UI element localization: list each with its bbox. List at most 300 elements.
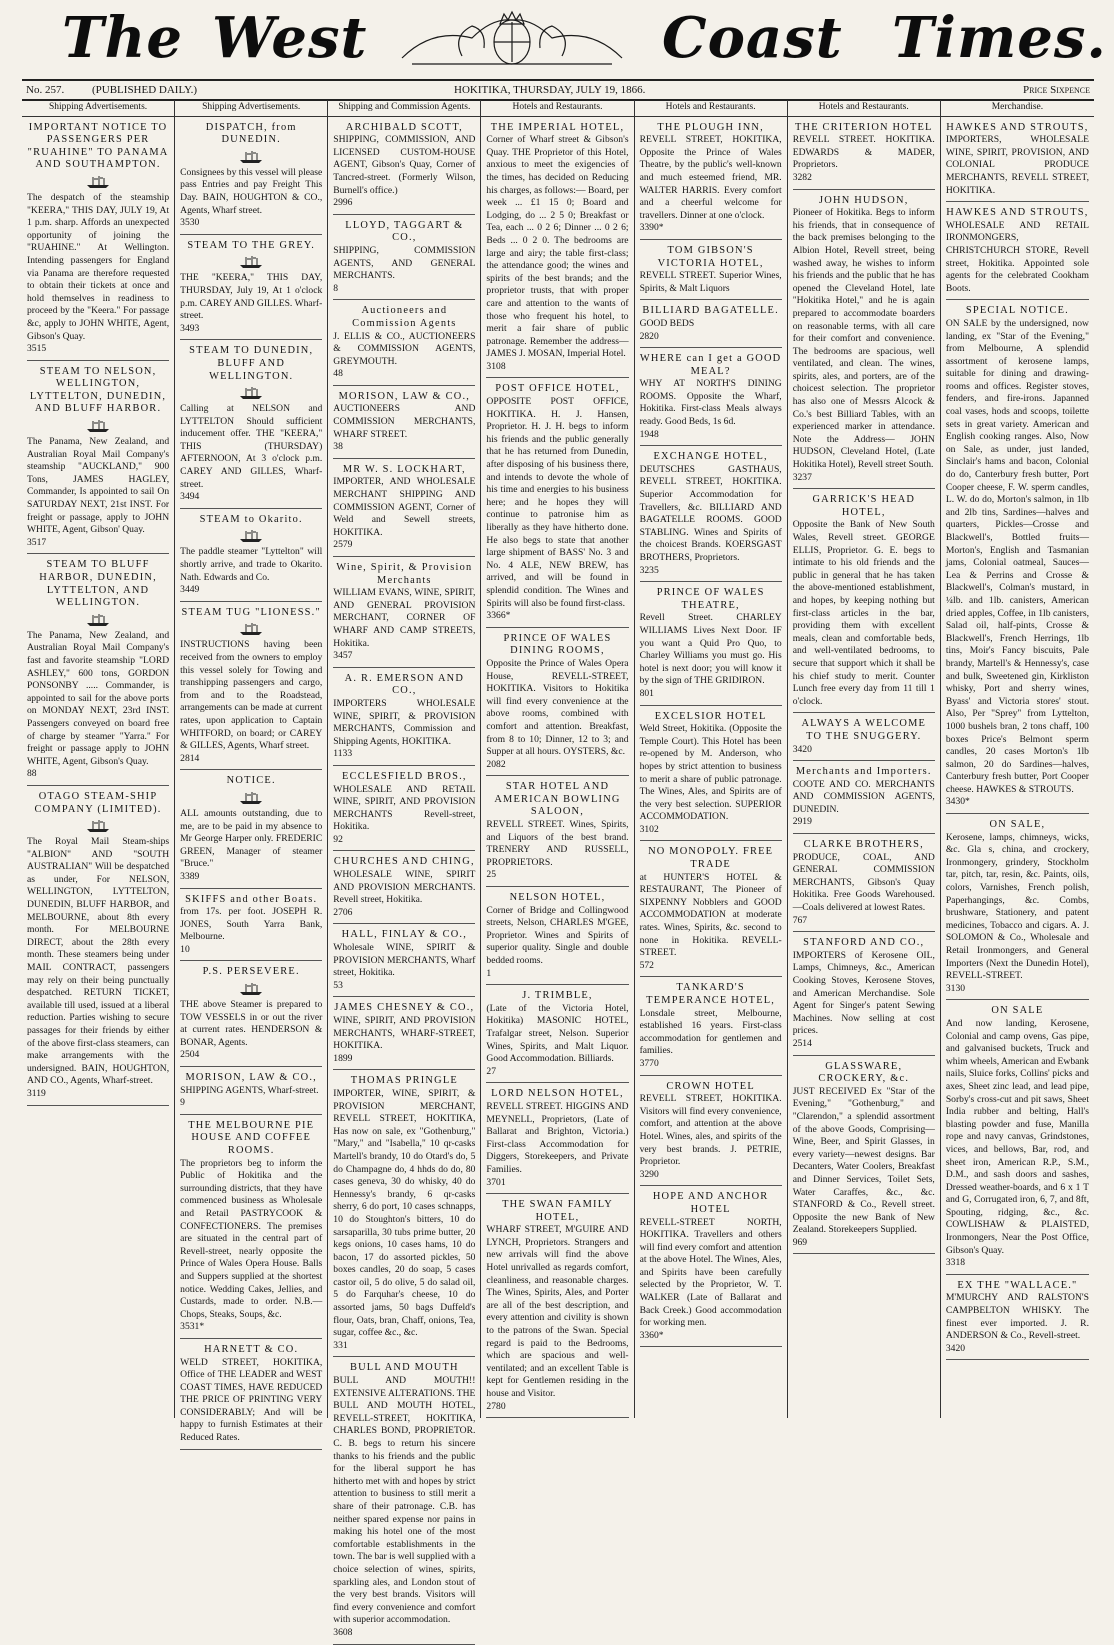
- ad-footer: [793, 744, 935, 757]
- ad-footer: [640, 1058, 782, 1071]
- ad-footer: [946, 1257, 1089, 1270]
- advertisement: [180, 512, 322, 602]
- ad-reference-number: 3420: [945, 1342, 966, 1354]
- ad-reference-number: 3517: [27, 536, 47, 548]
- advertisement: [486, 988, 628, 1083]
- ad-body: Wholesale WINE, SPIRIT & PROVISION MERCHANTS, Wharf street, Hokitika.: [333, 942, 476, 979]
- ad-footer: [333, 980, 475, 993]
- column-header: Shipping Advertisements.: [175, 100, 327, 117]
- ad-body: Consignees by this vessel will please pass Entries and pay Freight This Day. BAIN, HOUGHTON & CO., Agents, Wharf street.: [180, 166, 323, 216]
- ad-body: THE "KEERA," THIS DAY, THURSDAY, July 19, At 1 o'clock p.m. CAREY AND GILLES. Wharf-street.: [180, 272, 323, 322]
- ad-footer: [333, 283, 475, 296]
- ad-heading: ON SALE,: [989, 819, 1046, 831]
- ad-footer: [333, 650, 475, 663]
- advertisement: [180, 1342, 322, 1450]
- ad-footer: [180, 753, 322, 766]
- steamship-icon: [85, 613, 111, 627]
- ad-heading: STEAM TO THE GREY.: [187, 239, 316, 251]
- advertisement: [333, 1073, 475, 1357]
- ad-reference-number: 3390*: [639, 222, 664, 234]
- ad-body: ON SALE by the undersigned, now landing, ex "Star of the Evening," from Melbourne, A splendid assortment of kerosene lamps, suitable for dining and drawing-rooms and offices. Register stoves, fenders, and fire-irons. Japanned coal vases, hods and scoops, toilette sets in great variety. American and English cooking ranges. Also, Now on Sale, as under, just landed, Sinclair's hams and bacon, Colonial do do, Canterbury fresh butter, Port Cooper cheese, F. W. sperm candles, L. W. do do, Morton's salmon, in 1lb and 2lb tins, Sardines—halves and quarters, Pickles—Crosse and Blackwell's, Bottled fruits—Morton's, English and Tasmanian jams, Colonial oatmeal, Sauces—Lea & Perrins and Crosse & Blackwell's, Colman's mustard, in ¼lb. and 1lb. canisters, American dried apples, Coffee, in 1lb canisters, Salad oil, half-pints, Crosse & Blackwell's, French Herrings, 1lb tins, Moir's Fancy biscuits, Pale brandy, Martell's & Hennessy's, case and bulk, Sweetened gin, Kirkliston whisky, Port and sherry wines, Byass' and Victoria stores' stout. Also, Per "Sprey" from Lyttelton, 1000 bushels bran, 2 tons chaff, 100 boxes Price's Belmont sperm candles, 20 cases Morton's 1lb salmon, 20 do Sardines—halves, Canterbury fresh butter, Port Cooper cheese. HAWKES & STROUTS.: [945, 317, 1089, 795]
- ad-reference-number: 2579: [333, 539, 353, 551]
- ad-footer: [180, 944, 322, 957]
- ad-heading: THE SWAN FAMILY HOTEL,: [502, 1199, 613, 1223]
- ad-heading: JAMES CHESNEY & CO.,: [334, 1002, 475, 1014]
- title-word-the: The: [62, 5, 184, 71]
- ad-reference-number: 3366*: [486, 610, 511, 622]
- ad-body: WHOLESALE AND RETAIL WINE, SPIRIT, AND PROVISION MERCHANTS Revell-street, Hokitika.: [333, 783, 476, 833]
- ad-body: The Panama, New Zealand, and Australian Royal Mail Company's steamship "AUCKLAND," 900 Tons, JAMES HAGLEY, Commander, Is appointed to sail On SATURDAY NEXT, 21st INST. For freight or passage, apply to JOHN WHITE, Agent, Gibson' Quay.: [27, 436, 170, 536]
- advertisement: [640, 709, 782, 842]
- ad-footer: [640, 1330, 782, 1343]
- advertisement: [793, 935, 935, 1055]
- ad-body: IMPORTERS of Kerosene OIL, Lamps, Chimneys, &c., American Cooking Stoves, Kerosene Stoves, and American Merchandise. Sole Agent for Singer's patent Sewing Machines. Now selling at cost prices.: [792, 949, 935, 1037]
- advertisement: [486, 120, 628, 379]
- ad-body: WHY AT NORTH'S DINING ROOMS. Opposite the Wharf, Hokitika. First-class Meals always ready. Good Beds, 1s 6d.: [639, 378, 782, 428]
- ad-body: Kerosene, lamps, chimneys, wicks, &c. Gla s, china, and crockery, Ironmongery, grindery, Stockholm tar, pitch, tar, resin, &c. Paints, oils, colors, Varnishes, French polish, Paperhangings, &c. Combs, brushware, Stationery, and patent medicines, Tobacco and cigars. A. J. SOLOMON & Co., Wholesale and Retail Ironmongers, and General Importers (Next the Dunedin Hotel), REVELL-STREET.: [945, 831, 1089, 982]
- advertisement: [333, 218, 475, 301]
- advertisement: [27, 364, 169, 555]
- ad-footer: [793, 472, 935, 485]
- ad-footer: [640, 565, 782, 578]
- ad-body: WHOLESALE WINE, SPIRIT AND PROVISION MERCHANTS. Revell street, Hokitika.: [333, 869, 476, 906]
- ad-body: Pioneer of Hokitika. Begs to inform his friends, that in consequence of the back premises belonging to the Albion Hotel, Revell street, being washed away, he wishes to inform his friends and the public that he has opened the Cleveland Hotel, late "Hokitika Hotel," and he is again prepared to accommodate boarders on reasonable terms, with all care for their comfort and convenience. The bedrooms are spacious, well ventilated, and clean. The wines, spirits, ales, and porters, are of the choicest selection. The proprietor has also one of Messrs Alcock & Co.'s best Billiard Tables, with an experienced marker in attendance. Note the Address— JOHN HUDSON, Cleveland Hotel, (Late Hokitika Hotel), Revell street South.: [792, 207, 935, 471]
- ad-reference-number: 1899: [333, 1052, 353, 1064]
- ad-reference-number: 2706: [333, 906, 353, 918]
- ad-heading: HOPE AND ANCHOR HOTEL: [652, 1191, 769, 1215]
- ad-reference-number: 2082: [486, 758, 506, 770]
- ad-heading: STEAM TO NELSON, WELLINGTON, LYTTELTON, DUNEDIN, AND BLUFF HARBOR.: [29, 365, 167, 415]
- ad-footer: [180, 1321, 322, 1334]
- ad-body: ALL amounts outstanding, due to me, are to be paid in my absence to Mr George Harper only. FREDERIC GREEN, Manager of steamer "Bruce.": [180, 807, 323, 870]
- ad-reference-number: 2504: [180, 1049, 200, 1061]
- ad-heading: HARNETT & CO.: [204, 1343, 299, 1355]
- masthead: [0, 0, 1114, 78]
- ad-heading: P.S. PERSEVERE.: [202, 966, 300, 978]
- advertisement: [180, 605, 322, 771]
- ad-footer: [333, 197, 475, 210]
- advertisement: [27, 557, 169, 786]
- ad-footer: [333, 1627, 475, 1640]
- ad-heading: THE CRITERION HOTEL: [794, 121, 933, 133]
- ad-footer: [180, 217, 322, 230]
- ad-heading: CROWN HOTEL: [666, 1080, 755, 1092]
- ad-body: Corner of Wharf street & Gibson's Quay. THE Proprietor of this Hotel, anxious to meet the exigencies of the times, has decided on Reducing his charges, as follows:— Board, per week ... £1 15 0; Board and Lodging, do ... 2 5 0; Breakfast or Tea, each ... 0 2 6; Dinner ... 0 2 6; Beds ... 0 2 0. The bedrooms are large and airy; the table first-class; the attendance good; the wines and spirits of the best brands; and the proprietor trusts, that with proper care and attention to the wants of those who frequent his hotel, to merit a fair share of public patronage. Remember the address— JAMES J. MOSAN, Imperial Hotel.: [486, 134, 629, 360]
- ad-reference-number: 572: [639, 959, 654, 971]
- ad-body: AUCTIONEERS AND COMMISSION MERCHANTS, WHARF STREET.: [333, 403, 476, 440]
- ad-body: REVELL STREET, HOKITIKA. Visitors will find every convenience, comfort, and attention at the above Hotel. Wines, ales, and spirits of the very best brands. J. PETRIE, Proprietor.: [639, 1093, 782, 1168]
- advertisement: [640, 243, 782, 300]
- ad-footer: [333, 1340, 475, 1353]
- ad-body: Calling at NELSON and LYTTELTON Should sufficient inducement offer. THE "KEERA," THIS (THURSDAY) AFTERNOON, At 3 o'clock p.m. CAREY AND GILLES, Wharf-street.: [180, 403, 323, 490]
- price: Price Sixpence: [1023, 84, 1090, 96]
- ad-reference-number: 2820: [639, 330, 659, 342]
- steamship-icon: [238, 386, 264, 400]
- steamship-icon: [238, 255, 264, 269]
- ad-reference-number: 27: [486, 1065, 497, 1077]
- ad-footer: [180, 871, 322, 884]
- ad-reference-number: 3119: [27, 1087, 46, 1099]
- advertisement: [486, 1197, 628, 1418]
- advertisement: [946, 817, 1089, 1000]
- advertisement: [486, 1086, 628, 1194]
- advertisement: [793, 193, 935, 490]
- column-header: Merchandise.: [941, 100, 1094, 117]
- ad-body: WILLIAM EVANS, WINE, SPIRIT, AND GENERAL PROVISION MERCHANT, CORNER OF WHARF AND CAMP STREETS, Hokitika.: [333, 587, 476, 649]
- column-6: [788, 100, 941, 1418]
- ad-heading: BULL AND MOUTH: [349, 1362, 459, 1374]
- ad-body: REVELL STREET. Superior Wines, Spirits, & Malt Liquors: [639, 270, 782, 294]
- ad-body: And now landing, Kerosene, Colonial and camp ovens, Gas pipe, and galvanised buckets, Truck and whim wheels, American and Ewbank nails, Sluice forks, Collins' picks and axes, Sheet zinc lead, and lead pipe, Sorby's cross-cut and pit saws, Sheet India rubber and belting, Hall's blasting powder and fuse, Manilla rope and navy canvas, Grindstones, vices, and bellows, Bar, rod, and sheet iron, American R.P., S.M., D.M., and sash doors and sashes, Dressed weather-boards, and 6 x 1 T and G, Corrugated iron, 6, 7, and 8ft, Spouting, ridging, &c., &c. COWLISHAW & PLAISTED, Ironmongers, Near the Post Office, Gibson's Quay.: [945, 1017, 1089, 1256]
- steamship-icon: [238, 529, 264, 543]
- advertisement: [640, 980, 782, 1075]
- ad-heading: STAR HOTEL AND AMERICAN BOWLING SALOON,: [494, 781, 621, 818]
- ad-reference-number: 3130: [945, 982, 966, 994]
- ad-footer: [333, 907, 475, 920]
- ad-heading: TANKARD'S TEMPERANCE HOTEL,: [646, 982, 776, 1006]
- ad-body: REVELL-STREET NORTH, HOKITIKA. Travellers and others will find every comfort and attention at the above Hotel. The Wines, Ales, and Spirits have been carefully selected by the Proprietor, W. T. WALKER (Late of Ballarat and Back Creek.) Good accommodation for working men.: [639, 1216, 782, 1329]
- advertisement: [333, 560, 475, 668]
- advertisement: [333, 854, 475, 924]
- ad-footer: [333, 1053, 475, 1066]
- ad-reference-number: 3494: [180, 491, 200, 503]
- ad-footer: [793, 1237, 935, 1250]
- advertisement: [946, 1278, 1089, 1361]
- ad-footer: [27, 1088, 169, 1101]
- ad-footer: [486, 869, 628, 882]
- advertisement: [333, 303, 475, 386]
- ad-reference-number: 3102: [639, 823, 659, 835]
- ad-reference-number: 2996: [333, 197, 353, 209]
- ad-heading: MORISON, LAW & CO.,: [185, 1072, 317, 1084]
- ad-heading: EXCELSIOR HOTEL: [654, 710, 767, 722]
- ad-reference-number: 3530: [180, 217, 200, 229]
- ad-heading: PRINCE OF WALES DINING ROOMS,: [503, 632, 612, 657]
- ad-heading: SPECIAL NOTICE.: [965, 305, 1069, 317]
- steamship-icon: [85, 819, 111, 833]
- ad-footer: [946, 983, 1089, 996]
- ad-body: SHIPPING, COMMISSION, AND LICENSED CUSTOM-HOUSE AGENT, Gibson's Quay, Corner of Tancred-street. (Formerly Wilson, Burnell's office.): [333, 134, 476, 196]
- advertisement: [793, 837, 935, 932]
- advertisement: [333, 1360, 475, 1644]
- ad-body: DEUTSCHES GASTHAUS, REVELL STREET, HOKITIKA. Superior Accommodation for Travellers, &c. BILLIARD AND BAGATELLE ROOMS. GOOD STABLING. Wines and Spirits of the choicest Brands. KOERSGAST BROTHERS, Proprietors.: [639, 463, 782, 563]
- column-header: Hotels and Restaurants.: [788, 100, 940, 117]
- ad-footer: [486, 1401, 628, 1414]
- ad-heading: THE IMPERIAL HOTEL,: [490, 121, 625, 133]
- ad-body: INSTRUCTIONS having been received from the owners to employ this vessel solely for Towing and transhipping passengers and cargo, from and to the Roadstead, arrangements can be made at current rates, upon application to Captain WHITFORD, on board; or CAREY & GILLES, Agents, Wharf street.: [180, 639, 323, 752]
- ad-footer: [333, 834, 475, 847]
- ad-footer: [27, 537, 169, 550]
- ad-footer: [640, 222, 782, 235]
- ad-footer: [180, 1049, 322, 1062]
- ad-heading: HALL, FINLAY & CO.,: [341, 929, 468, 941]
- ad-body: BULL AND MOUTH!! EXTENSIVE ALTERATIONS. THE BULL AND MOUTH HOTEL, REVELL-STREET, HOKITIKA, CHARLES BOND, PROPRIETOR. C. B. begs to return his sincere thanks to his friends and the public for the liberal support he has hitherto met with and hopes by strict attention to business to still merit a share of their patronage. C.B. has neither spared expense nor pains in making his hotel one of the most comfortable establishments in the town. The bar is well supplied with a choice selection of wines, spirits, sparkling ales, and London stout of the very best brands. Visitors will find every convenience and comfort with superior accommodation.: [333, 1375, 476, 1626]
- ad-footer: [793, 915, 935, 928]
- ad-reference-number: 3457: [333, 650, 353, 662]
- advertisement: [640, 120, 782, 240]
- ad-body: SHIPPING AGENTS, Wharf-street.: [180, 1084, 319, 1096]
- ad-heading: HAWKES AND STROUTS,: [946, 207, 1089, 219]
- ad-body: Lonsdale street, Melbourne, established 16 years. First-class accommodation for gentlemen and families.: [639, 1007, 782, 1057]
- ad-body: Revell Street. CHARLEY WILLIAMS Lives Next Door. IF you want a Quid Pro Quo, to Charley Williams you must go. His hotel is next door; you will know it by the sign of THE GRIDIRON.: [639, 612, 782, 687]
- ad-footer: [27, 768, 169, 781]
- column-3: [328, 100, 481, 1638]
- ad-body: WHOLESALE AND RETAIL IRONMONGERS, CHRISTCHURCH STORE, Revell street, Hokitika. Appointed sole agents for the celebrated Cookham Boots.: [945, 219, 1089, 294]
- steamship-icon: [238, 982, 264, 996]
- coat-of-arms-icon: [392, 8, 632, 68]
- ad-heading: J. TRIMBLE,: [522, 990, 593, 1002]
- title-word-coast: Coast: [662, 5, 843, 71]
- advertisement: [640, 585, 782, 705]
- ad-heading: PRINCE OF WALES THEATRE,: [656, 587, 765, 611]
- ad-body: IMPORTER, WINE, SPIRIT, & PROVISION MERCHANT, REVELL STREET, HOKITIKA, Has now on sale, ex "Gothenburg," "Mary," and "Isabella," 10 qr-casks Martell's brandy, 10 do Otard's do, 5 do Champagne do, 4 hhds do do, 80 cases geneva, 30 do whisky, 40 do Hennessy's brandy, 6 qr-casks sherry, 6 do port, 10 cases schnapps, 10 do Stoughton's bitters, 10 do sarsaparilla, 30 tubs prime butter, 20 kegs onions, 10 cases hams, 10 do bacon, 17 do assorted pickles, 50 boxes candles, 20 do soap, 5 cases castor oil, 5 do olive, 5 do salad oil, 5 do Farquhar's cheese, 10 do assorted jams, 50 bags Duffeld's flour, Oats, bran, Chaff, onions, Tea, sugar, coffee &c., &c.: [333, 1087, 476, 1339]
- ad-heading: STANFORD AND CO.,: [803, 937, 925, 949]
- advertisement: [793, 716, 935, 761]
- ad-heading: GLASSWARE, CROCKERY, &c.: [818, 1060, 910, 1085]
- ad-heading: ALWAYS A WELCOME TO THE SNUGGERY.: [801, 718, 927, 742]
- ad-reference-number: 3430*: [945, 796, 970, 808]
- column-header: Hotels and Restaurants.: [481, 100, 633, 117]
- advertisement: [333, 389, 475, 459]
- ad-heading: IMPORTANT NOTICE TO PASSENGERS PER "RUAHINE" TO PANAMA AND SOUTHAMPTON.: [27, 121, 169, 171]
- advertisement: [486, 890, 628, 985]
- ad-heading: POST OFFICE HOTEL,: [495, 383, 620, 395]
- ad-heading: THE PLOUGH INN,: [657, 121, 764, 133]
- ad-footer: [486, 361, 628, 374]
- ad-heading: THOMAS PRINGLE: [350, 1075, 458, 1087]
- advertisement: [27, 789, 169, 1106]
- ad-footer: [793, 172, 935, 185]
- ad-body: WELD STREET, HOKITIKA, Office of THE LEADER and WEST COAST TIMES, HAVE REDUCED THE PRICE OF PRINTING VERY CONSIDERABLY; And will be happy to furnish Estimates at their Reduced Rates.: [180, 1356, 323, 1444]
- columns: [22, 100, 1094, 1638]
- ad-heading: Merchants and Importers.: [795, 766, 932, 778]
- ad-body: PRODUCE, COAL, AND GENERAL COMMISSION MERCHANTS, Gibson's Quay Hokitika. Free Goods Warehoused.—Coals delivered at lowest Rates.: [792, 851, 935, 914]
- ad-heading: EX THE "WALLACE.": [957, 1279, 1078, 1291]
- ad-footer: [640, 1169, 782, 1182]
- ad-heading: ECCLESFIELD BROS.,: [342, 770, 467, 782]
- advertisement: [27, 120, 169, 361]
- ad-heading: STEAM TUG "LIONESS.": [181, 606, 321, 618]
- advertisement: [946, 303, 1089, 814]
- advertisement: [180, 120, 322, 235]
- ad-footer: [640, 688, 782, 701]
- ad-heading: GARRICK'S HEAD HOTEL,: [812, 494, 916, 518]
- ad-body: IMPORTERS, WHOLESALE WINE, SPIRIT, PROVISION, AND COLONIAL PRODUCE MERCHANTS, REVELL STREET, HOKITIKA.: [945, 134, 1089, 196]
- ad-reference-number: 3449: [180, 584, 200, 596]
- ad-footer: [180, 584, 322, 597]
- steamship-icon: [238, 791, 264, 805]
- ad-heading: STEAM to Okarito.: [199, 513, 303, 525]
- ad-reference-number: 48: [333, 368, 343, 380]
- ad-footer: [640, 429, 782, 442]
- ad-footer: [333, 441, 475, 454]
- ad-footer: [333, 539, 475, 552]
- ad-reference-number: 3515: [27, 343, 47, 355]
- issue-date: HOKITIKA, THURSDAY, JULY 19, 1866.: [454, 84, 646, 96]
- ad-footer: [180, 1097, 322, 1110]
- ad-footer: [333, 368, 475, 381]
- ad-footer: [333, 748, 475, 761]
- steamship-icon: [238, 622, 264, 636]
- column-2: [175, 100, 328, 1444]
- advertisement: [946, 205, 1089, 300]
- ad-body: Opposite the Prince of Wales Opera House, REVELL-STREET, HOKITIKA. Visitors to Hokitika will find every convenience at the above rooms, combined with comfort and attention. Breakfast, from 8 to 10; Dinner, 12 to 3; and Supper at all hours. OYSTERS, &c.: [486, 657, 629, 758]
- ad-body: The proprietors beg to inform the Public of Hokitika and the surrounding districts, that they have commenced business as Wholesale and Retail PASTRYCOOK & CONFECTIONERS. The premises are situated in the central part of Revell-street, nearly opposite the Prince of Wales Opera House. Balls and Suppers supplied at the shortest notice. Wedding Cakes, Jellies, and Custards, made to order. N.B.—Chops, Steaks, Soups, &c.: [180, 1157, 323, 1320]
- ad-reference-number: 92: [333, 833, 343, 845]
- ad-body: IMPORTER, AND WHOLESALE MERCHANT SHIPPING AND COMMISSION AGENT, Corner of Weld and Sewell streets, HOKITIKA.: [333, 476, 476, 538]
- ad-heading: BILLIARD BAGATELLE.: [642, 305, 779, 317]
- ad-body: J. ELLIS & CO., AUCTIONEERS & COMMISSION AGENTS, GREYMOUTH.: [333, 330, 476, 367]
- ad-reference-number: 9: [180, 1097, 185, 1109]
- ad-reference-number: 3290: [639, 1168, 659, 1180]
- advertisement: [640, 303, 782, 348]
- ad-heading: NOTICE.: [226, 775, 276, 787]
- ad-body: The Panama, New Zealand, and Australian Royal Mail Company's fast and favorite steamship "LORD ASHLEY," 600 tons, GORDON PONSONBY ..... Commander, is appointed to sail for the above ports on MONDAY NEXT, 23rd INST. Passengers conveyed on board free of charge by steamer "Yarra." For freight or passage apply to JOHN WHITE, Agent, Gibson's Quay.: [27, 629, 170, 767]
- advertisement: [333, 462, 475, 557]
- ad-heading: EXCHANGE HOTEL,: [653, 451, 768, 463]
- advertisement: [180, 1070, 322, 1115]
- ad-reference-number: 1948: [639, 428, 659, 440]
- ad-reference-number: 53: [333, 979, 343, 991]
- advertisement: [180, 892, 322, 962]
- ad-footer: [486, 968, 628, 981]
- ad-footer: [486, 610, 628, 623]
- ad-heading: WHERE can I get a GOOD MEAL?: [639, 353, 782, 377]
- ad-reference-number: 767: [792, 914, 808, 926]
- ad-reference-number: 10: [180, 943, 190, 955]
- advertisement: [333, 769, 475, 852]
- advertisement: [333, 927, 475, 997]
- ad-heading: LORD NELSON HOTEL,: [491, 1088, 624, 1100]
- ad-body: WHARF STREET, M'GUIRE AND LYNCH, Proprietors. Strangers and new arrivals will find the above Hotel unrivalled as regards comfort, cleanliness, and reasonable charges. The Wines, Spirits, Ales, and Porter are all of the best description, and every attention and civility is shown to the patrons of the Swan. Special regard is paid to the Bedrooms, which are spacious and well-ventilated; and an excellent Table is kept for Gentlemen residing in the house and Visitor.: [486, 1224, 629, 1399]
- ad-heading: STEAM TO BLUFF HARBOR, DUNEDIN, LYTTELTON, AND WELLINGTON.: [39, 559, 157, 609]
- ad-heading: OTAGO STEAM-SHIP COMPANY (LIMITED).: [34, 790, 162, 815]
- ad-reference-number: 2814: [180, 752, 200, 764]
- ad-reference-number: 38: [333, 441, 343, 453]
- ad-reference-number: 3608: [333, 1626, 353, 1638]
- ad-reference-number: 2780: [486, 1400, 506, 1412]
- ad-body: REVELL STREET. HOKITIKA. EDWARDS & MADER, Proprietors.: [792, 134, 935, 171]
- advertisement: [180, 964, 322, 1067]
- ad-reference-number: 8: [333, 282, 339, 294]
- advertisement: [486, 381, 628, 627]
- ad-footer: [793, 816, 935, 829]
- ad-reference-number: 3493: [180, 322, 200, 334]
- advertisement: [793, 1059, 935, 1255]
- ad-body: Opposite the Bank of New South Wales, Revell street. GEORGE ELLIS, Proprietor. G. E. begs to intimate to his old friends and the public in general that he has taken the above-mentioned establishment, and hopes, by keeping nothing but first-class articles in the bar, providing them with excellent meals, clean and comfortable beds, and well-ventilated bedrooms, to secure that support which it shall be his chief study to merit. Counter Lunch free every day from 11 till 1 o'clock.: [792, 519, 935, 707]
- ad-reference-number: 3701: [486, 1176, 506, 1188]
- ad-reference-number: 3318: [945, 1257, 966, 1269]
- advertisement: [180, 343, 322, 509]
- column-7: [941, 100, 1094, 1418]
- column-1: [22, 100, 175, 1418]
- ad-reference-number: 1133: [333, 748, 353, 760]
- steamship-icon: [85, 175, 111, 189]
- ad-footer: [946, 1343, 1089, 1356]
- column-4: [481, 100, 634, 1418]
- ad-footer: [486, 1177, 628, 1190]
- ad-reference-number: 25: [486, 869, 497, 881]
- ad-body: (Late of the Victoria Hotel, Hokitika) MASONIC HOTEL, Trafalgar street, Nelson. Superior Wines, Spirits, and Malt Liquor. Good Accommodation. Billiards.: [486, 1002, 629, 1065]
- ad-heading: CLARKE BROTHERS,: [803, 839, 924, 851]
- ad-body: OPPOSITE POST OFFICE, HOKITIKA. H. J. Hansen, Proprietor. H. J. H. begs to inform his friends and the public generally that he has returned from Dunedin, after disposing of his business there, and intends to devote the whole of his time and energies to his business here; and he hopes they will continue to patronise him as liberally as they have hitherto done. He also begs to state that another large shipment of BASS' No. 3 and No. 4 ALE, NEW BREW, has arrived, and will be found in splendid condition. The Wines and Spirits will also be found first-class.: [486, 396, 629, 609]
- advertisement: [640, 1189, 782, 1347]
- ad-reference-number: 88: [27, 768, 37, 780]
- ad-body: COOTE AND CO. MERCHANTS AND COMMISSION AGENTS, DUNEDIN.: [792, 778, 935, 815]
- ad-body: at HUNTER'S HOTEL & RESTAURANT, The Pioneer of SIXPENNY Nobblers and GOOD ACCOMMODATION at moderate rates. Wines, Spirits, &c. second to none in Hokitika. REVELL-STREET.: [639, 871, 782, 959]
- ad-body: REVELL STREET. Wines, Spirits, and Liquors of the best brand. TRENERY AND RUSSELL, PROPRIETORS.: [486, 819, 629, 868]
- ad-footer: [27, 343, 169, 356]
- column-5: [635, 100, 788, 1418]
- advertisement: [333, 671, 475, 766]
- ad-footer: [486, 1066, 628, 1079]
- advertisement: [793, 492, 935, 713]
- ad-reference-number: 3235: [639, 564, 659, 576]
- ad-body: GOOD BEDS: [639, 317, 695, 329]
- ad-heading: NO MONOPOLY. FREE TRADE: [648, 846, 774, 871]
- ad-footer: [946, 796, 1089, 809]
- advertisement: [333, 1000, 475, 1070]
- steamship-icon: [238, 150, 264, 164]
- ad-body: from 17s. per foot. JOSEPH R. JONES, South Yarra Bank, Melbourne.: [180, 906, 323, 943]
- ad-heading: JOHN HUDSON,: [819, 194, 909, 206]
- ad-heading: Auctioneers and Commission Agents: [352, 305, 457, 329]
- ad-heading: STEAM TO DUNEDIN, BLUFF AND WELLINGTON.: [189, 345, 314, 382]
- ad-body: JUST RECEIVED Ex "Star of the Evening," "Gothenburg," and "Clarendon," a splendid assortment of the above Goods, Comprising— Wine, Beer, and Spirit Glasses, in every variety—newest designs. Bar Decanters, Water Coolers, Breakfast and Dinner Services, Toilet Sets, Water Caraffes, &c., &c. STANFORD & Co., Revell street. Opposite the new Bank of New Zealand. Storekeepers Supplied.: [792, 1085, 935, 1236]
- column-header: Shipping and Commission Agents.: [328, 100, 480, 117]
- ad-heading: MORISON, LAW & CO.,: [338, 390, 471, 402]
- ad-reference-number: 3237: [792, 471, 812, 483]
- advertisement: [180, 238, 322, 341]
- ad-reference-number: 3389: [180, 870, 200, 882]
- ad-body: The despatch of the steamship "KEERA," THIS DAY, JULY 19, At 1 p.m. sharp. Affords an unexpected opportunity of joining the "RUAHINE." At Wellington. Intending passengers for England via Panama are therefore requested to obtain their tickets at once and hold themselves in readiness to proceed by the "Keera." For passage &c, apply to JOHN WHITE, Agent, Gibson's Quay.: [27, 191, 170, 342]
- ad-reference-number: 3360*: [639, 1329, 664, 1341]
- advertisement: [333, 120, 475, 215]
- ad-reference-number: 3420: [792, 743, 812, 755]
- ad-body: Weld Street, Hokitika. (Opposite the Temple Court). This Hotel has been re-opened by M. Anderson, who hopes by strict attention to business to merit a share of public patronage. The Wines, Ales, and Spirits are of the very best selection. SUPERIOR ACCOMMODATION.: [639, 723, 782, 823]
- ad-heading: NELSON HOTEL,: [509, 892, 606, 904]
- ad-heading: LLOYD, TAGGART & CO.,: [345, 219, 464, 244]
- ad-footer: [486, 759, 628, 772]
- ad-reference-number: 3282: [792, 171, 812, 183]
- ad-heading: ARCHIBALD SCOTT,: [345, 121, 463, 133]
- advertisement: [793, 120, 935, 190]
- column-header: Shipping Advertisements.: [22, 100, 174, 117]
- ad-footer: [640, 960, 782, 973]
- ad-body: Corner of Bridge and Collingwood streets, Nelson, CHARLES M'GEE, Proprietor. Wines and Spirits of superior quality. Single and double bedded rooms.: [486, 904, 629, 966]
- ad-body: IMPORTERS WHOLESALE WINE, SPIRIT, & PROVISION MERCHANTS, Commission and Shipping Agents, HOKITIKA.: [333, 697, 476, 747]
- ad-reference-number: 1: [486, 967, 492, 979]
- advertisement: [640, 449, 782, 582]
- advertisement: [946, 120, 1089, 203]
- ad-body: THE above Steamer is prepared to TOW VESSELS in or out the river at current rates. HENDERSON & BONAR, Agents.: [180, 999, 323, 1048]
- ad-heading: A. R. EMERSON AND CO.,: [344, 672, 465, 697]
- advertisement: [640, 844, 782, 977]
- ad-heading: TOM GIBSON'S VICTORIA HOTEL,: [657, 244, 764, 269]
- ad-footer: [180, 323, 322, 336]
- ad-reference-number: 3770: [639, 1057, 659, 1069]
- ad-heading: MR W. S. LOCKHART,: [342, 463, 466, 475]
- advertisement: [946, 1003, 1089, 1274]
- ad-reference-number: 331: [333, 1339, 348, 1351]
- advertisement: [180, 773, 322, 888]
- title-word-west: West: [212, 5, 368, 71]
- ad-reference-number: 801: [639, 687, 654, 699]
- published-daily: (PUBLISHED DAILY.): [92, 84, 198, 96]
- column-header: Hotels and Restaurants.: [635, 100, 787, 117]
- ad-heading: SKIFFS and other Boats.: [185, 893, 318, 905]
- ad-footer: [180, 491, 322, 504]
